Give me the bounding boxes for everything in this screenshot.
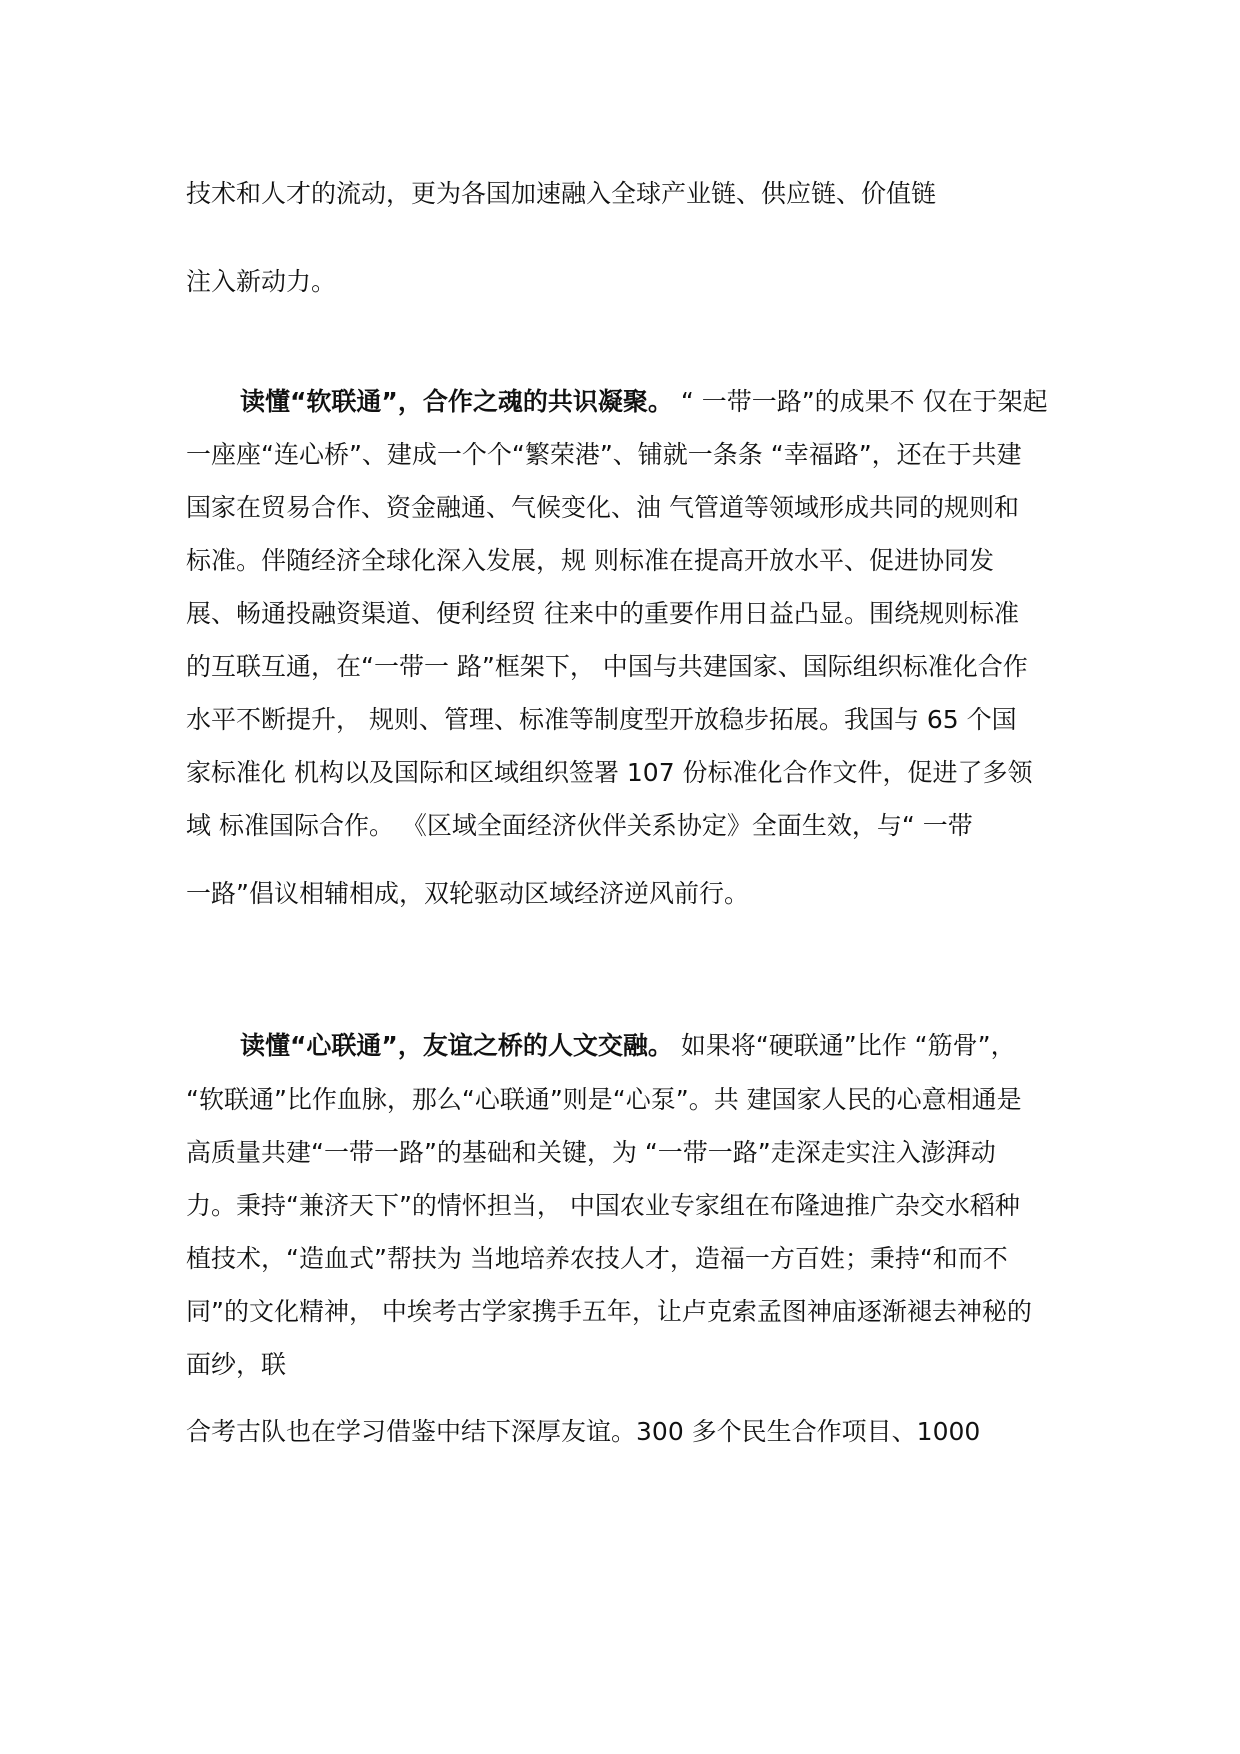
text-line: 国家在贸易合作、资金融通、气候变化、油 气管道等领域形成共同的规则和 [186, 493, 1019, 522]
text-run: 如果将“硬联通”比作 “筋骨”， [672, 1031, 1016, 1060]
text-line: “软联通”比作血脉，那么“心联通”则是“心泵”。共 建国家人民的心意相通是 [186, 1085, 1022, 1114]
text-line: 标准。伴随经济全球化深入发展，规 则标准在提高开放水平、促进协同发 [186, 546, 994, 575]
section-heading-heart-connectivity: 读懂“心联通”，友谊之桥的人文交融。 [240, 1031, 673, 1060]
text-line: 域 标准国际合作。 《区域全面经济伙伴关系协定》全面生效，与“ 一带 [186, 811, 973, 840]
text-line: 面纱，联 [186, 1350, 287, 1379]
text-line: 力。秉持“兼济天下”的情怀担当， 中国农业专家组在布隆迪推广杂交水稻种 [186, 1191, 1020, 1220]
text-run: “ 一带一路”的成果不 仅在于架起 [672, 387, 1048, 416]
text-line: 技术和人才的流动，更为各国加速融入全球产业链、供应链、价值链 [186, 179, 937, 208]
section-heading-soft-connectivity: 读懂“软联通”，合作之魂的共识凝聚。 [240, 387, 673, 416]
paragraph-lead-line [240, 386, 1048, 418]
paragraph-lead-line [240, 1030, 1016, 1062]
text-line: 家标准化 机构以及国际和区域组织签署 107 份标准化合作文件，促进了多领 [186, 758, 1033, 787]
text-line: 一座座“连心桥”、建成一个个“繁荣港”、铺就一条条 “幸福路”，还在于共建 [186, 440, 1022, 469]
text-line: 高质量共建“一带一路”的基础和关键，为 “一带一路”走深走实注入澎湃动 [186, 1138, 996, 1167]
text-line: 植技术，“造血式”帮扶为 当地培养农技人才，造福一方百姓；秉持“和而不 [186, 1244, 1008, 1273]
text-line: 一路”倡议相辅相成，双轮驱动区域经济逆风前行。 [186, 879, 749, 908]
text-line: 同”的文化精神， 中埃考古学家携手五年，让卢克索孟图神庙逐渐褪去神秘的 [186, 1297, 1032, 1326]
text-line: 注入新动力。 [186, 267, 337, 296]
text-line: 水平不断提升， 规则、管理、标准等制度型开放稳步拓展。我国与 65 个国 [186, 705, 1017, 734]
text-line: 的互联互通，在“一带一 路”框架下， 中国与共建国家、国际组织标准化合作 [186, 652, 1028, 681]
text-line: 合考古队也在学习借鉴中结下深厚友谊。300 多个民生合作项目、1000 [186, 1417, 981, 1446]
text-line: 展、畅通投融资渠道、便利经贸 往来中的重要作用日益凸显。围绕规则标准 [186, 599, 1019, 628]
